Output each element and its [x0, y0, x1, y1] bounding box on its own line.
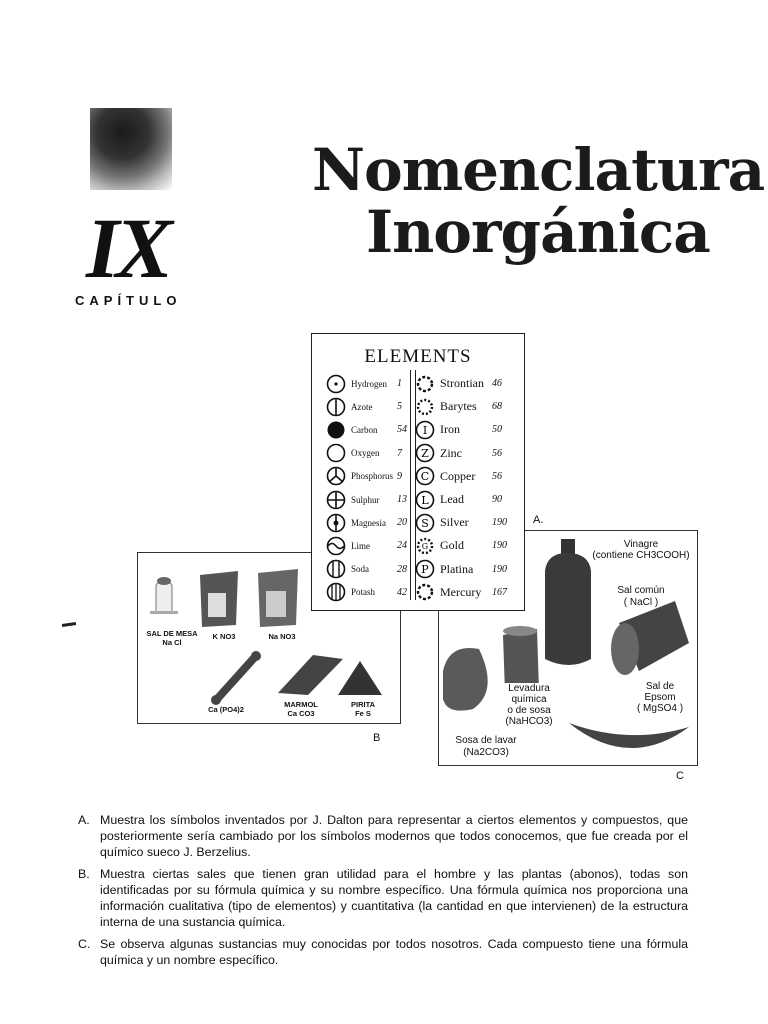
element-symbol-icon — [326, 443, 346, 463]
element-weight: 28 — [397, 563, 407, 575]
element-name: Barytes — [440, 399, 477, 414]
element-weight: 1 — [397, 378, 402, 390]
bone-label: Ca (PO4)2 — [208, 705, 244, 714]
caption-c — [78, 936, 688, 968]
element-name: Oxygen — [351, 448, 380, 459]
element-weight: 54 — [397, 424, 407, 436]
element-row — [415, 372, 519, 395]
caption-b — [78, 866, 688, 930]
epsom-label-1: Sal de — [645, 681, 675, 692]
caption-b-text: Muestra ciertas sales que tienen gran utilidad para el hombre y las plantas (abonos), todas son identificadas por su fórmula química y su nombre específico. Una fórmula química nos proporciona una información cualitativa (tipo de elementos) y cuantitativa (la cantidad en que intervienen) de la estructura interna de una sustancia química. — [100, 867, 688, 929]
element-name: Sulphur — [351, 494, 380, 505]
element-row — [415, 465, 519, 488]
element-name: Gold — [440, 538, 464, 553]
elements-heading: ELEMENTS — [364, 346, 472, 367]
svg-text:P: P — [421, 563, 429, 577]
element-weight: 167 — [492, 586, 507, 598]
element-symbol-icon — [415, 536, 435, 556]
element-symbol-icon — [326, 374, 346, 394]
element-weight: 24 — [397, 540, 407, 552]
element-symbol-icon — [415, 374, 435, 394]
epsom-label-2: Epsom — [644, 692, 676, 703]
element-symbol-icon — [415, 582, 435, 602]
element-row — [415, 488, 519, 511]
element-row — [415, 418, 519, 441]
element-name: Hydrogen — [351, 378, 387, 389]
marmol-formula: Ca CO3 — [287, 709, 315, 718]
element-name: Iron — [440, 422, 460, 437]
element-row — [415, 534, 519, 557]
element-symbol-icon — [326, 559, 346, 579]
caption-b-letter: B. — [78, 867, 90, 881]
kno3-label: K NO3 — [212, 632, 236, 641]
element-name: Soda — [351, 564, 369, 575]
page-title-line1: Nomenclatura — [312, 136, 765, 204]
element-weight: 7 — [397, 447, 402, 459]
baking-soda-label-1: Levadura — [495, 683, 563, 694]
salt-common-label: Sal común — [617, 585, 665, 596]
vinegar-formula: (contiene CH3COOH) — [592, 550, 690, 561]
element-weight: 9 — [397, 470, 402, 482]
element-name: Strontian — [440, 376, 484, 391]
element-name: Carbon — [351, 424, 378, 435]
element-weight: 90 — [492, 494, 502, 506]
element-weight: 5 — [397, 401, 402, 413]
page-title-line2: Inorgánica — [366, 198, 710, 266]
element-name: Azote — [351, 401, 373, 412]
element-symbol-icon — [415, 466, 435, 486]
element-name: Silver — [440, 515, 469, 530]
element-name: Magnesia — [351, 517, 386, 528]
element-symbol-icon — [415, 420, 435, 440]
element-symbol-icon — [415, 559, 435, 579]
element-name: Mercury — [440, 584, 482, 599]
element-row — [415, 581, 519, 604]
element-symbol-icon — [415, 490, 435, 510]
nano3-label: Na NO3 — [268, 632, 296, 641]
salt-box-icon — [611, 601, 689, 675]
element-symbol-icon — [326, 420, 346, 440]
salt-shaker-icon — [150, 577, 178, 614]
element-weight: 46 — [492, 378, 502, 390]
caption-a — [78, 812, 688, 860]
caption-a-text: Muestra los símbolos inventados por J. Dalton para representar a ciertos elementos y compuestos, que posteriormente sería cambiado por los símbolos modernos que todos conocemos, que fue creada por el químico sueco J. Berzelius. — [100, 813, 688, 859]
salt-formula: Na Cl — [162, 638, 182, 647]
element-name: Lead — [440, 492, 464, 507]
element-symbol-icon — [326, 513, 346, 533]
element-weight: 190 — [492, 563, 507, 575]
nano3-sack-icon — [258, 569, 298, 627]
salt-common-formula: ( NaCl ) — [623, 597, 659, 608]
bone-icon — [211, 651, 261, 705]
pirita-label: PIRITA — [350, 700, 376, 709]
kno3-sack-icon — [200, 571, 238, 627]
caption-c-text: Se observa algunas sustancias muy conocidas por todos nosotros. Cada compuesto tiene una fórmula química y un nombre específico. — [100, 937, 688, 967]
element-symbol-icon — [415, 397, 435, 417]
element-name: Lime — [351, 540, 370, 551]
baking-soda-label-2: química — [511, 694, 547, 705]
baking-soda-formula: (NaHCO3) — [505, 716, 553, 727]
svg-text:S: S — [421, 516, 429, 530]
element-symbol-icon — [326, 490, 346, 510]
element-name: Zinc — [440, 445, 462, 460]
elements-column-right — [415, 372, 519, 604]
element-name: Phosphorus — [351, 471, 394, 482]
element-symbol-icon — [326, 466, 346, 486]
element-weight: 190 — [492, 517, 507, 529]
figure-label-c: C — [676, 770, 684, 782]
figure-label-b: B — [373, 732, 381, 744]
svg-text:C: C — [420, 470, 430, 484]
element-symbol-icon — [415, 513, 435, 533]
washing-soda-formula: (Na2CO3) — [463, 747, 509, 758]
element-symbol-icon — [326, 397, 346, 417]
element-weight: 56 — [492, 470, 502, 482]
element-symbol-icon — [326, 582, 346, 602]
chapter-number: IX — [86, 200, 169, 296]
marmol-icon — [278, 655, 343, 695]
dalton-elements-table — [311, 333, 525, 611]
epsom-bowl-icon — [569, 723, 689, 748]
vinegar-label: Vinagre — [623, 539, 659, 550]
chapter-label: CAPÍTULO — [75, 293, 182, 308]
element-name: Platina — [440, 561, 474, 576]
salt-label: SAL DE MESA — [146, 629, 198, 638]
element-row — [415, 395, 519, 418]
margin-mark — [62, 622, 76, 627]
baking-soda-label-3: o de sosa — [507, 705, 551, 716]
svg-text:G: G — [421, 541, 429, 551]
element-symbol-icon — [415, 443, 435, 463]
pirita-icon — [338, 661, 382, 695]
element-weight: 13 — [397, 494, 407, 506]
element-symbol-icon — [326, 536, 346, 556]
svg-text:Z: Z — [421, 447, 429, 461]
caption-a-letter: A. — [78, 813, 90, 827]
element-weight: 20 — [397, 517, 407, 529]
element-row — [415, 558, 519, 581]
marmol-label: MARMOL — [284, 700, 318, 709]
element-weight: 56 — [492, 447, 502, 459]
epsom-formula: ( MgSO4 ) — [636, 703, 684, 714]
element-weight: 50 — [492, 424, 502, 436]
element-name: Copper — [440, 468, 476, 483]
svg-text:I: I — [422, 423, 428, 437]
element-row — [415, 511, 519, 534]
element-row — [415, 442, 519, 465]
element-weight: 190 — [492, 540, 507, 552]
washing-soda-icon — [443, 648, 488, 711]
element-weight: 42 — [397, 586, 407, 598]
element-weight: 68 — [492, 401, 502, 413]
figure-label-a: A. — [533, 514, 544, 526]
caption-c-letter: C. — [78, 937, 91, 951]
chapter-decoration — [90, 108, 172, 190]
washing-soda-label: Sosa de lavar — [455, 735, 517, 746]
pirita-formula: Fe S — [355, 709, 371, 718]
svg-text:L: L — [421, 493, 429, 507]
element-name: Potash — [351, 587, 376, 598]
